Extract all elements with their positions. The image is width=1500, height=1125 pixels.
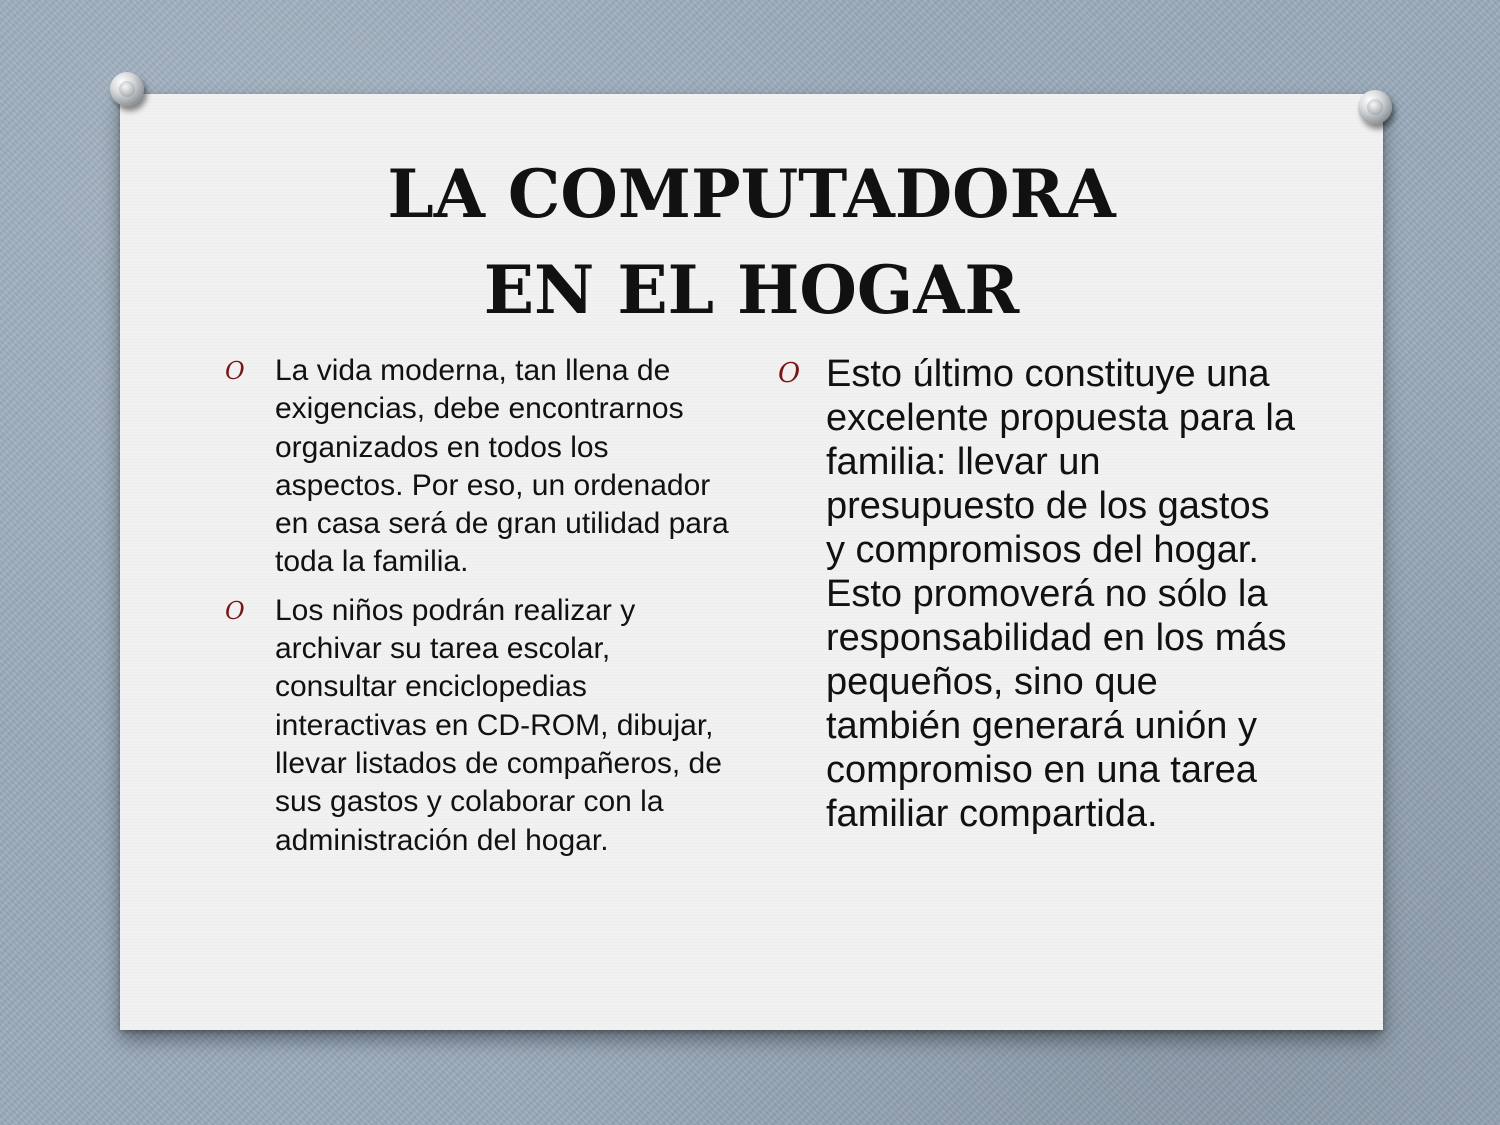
bullet-marker: O	[225, 596, 245, 625]
right-column	[776, 352, 1296, 836]
pushpin-icon	[1358, 90, 1392, 124]
bullet-marker: O	[225, 357, 245, 385]
title-line-2: EN EL HOGAR	[483, 251, 1020, 329]
bullet-text: La vida moderna, tan llena de exigencias, debe encontrarnos organizados en todos los aspectos. Por eso, un ordenador en casa será de gran utilidad para toda la familia.	[275, 354, 729, 579]
slide-title	[120, 146, 1383, 338]
pushpin-icon	[110, 72, 144, 106]
bullet-text: Los niños podrán realizar y archivar su tarea escolar, consultar enciclopedias interactivas en CD-ROM, dibujar, llevar listados de compañeros, de sus gastos y colaborar con la administración del hogar.	[275, 593, 722, 857]
bullet-marker: O	[778, 358, 801, 389]
bullet-text: Esto último constituye una excelente propuesta para la familia: llevar un presupuesto de los gastos y compromisos del hogar. Esto promoverá no sólo la responsabilidad en los más pequeños, sino que también generará unión y compromiso en una tarea familiar compartida.	[826, 353, 1295, 835]
left-column	[225, 352, 730, 860]
bullet-item	[225, 592, 730, 860]
title-line-1: LA COMPUTADORA	[387, 155, 1116, 233]
bullet-item	[225, 352, 730, 582]
bullet-item	[776, 352, 1296, 836]
